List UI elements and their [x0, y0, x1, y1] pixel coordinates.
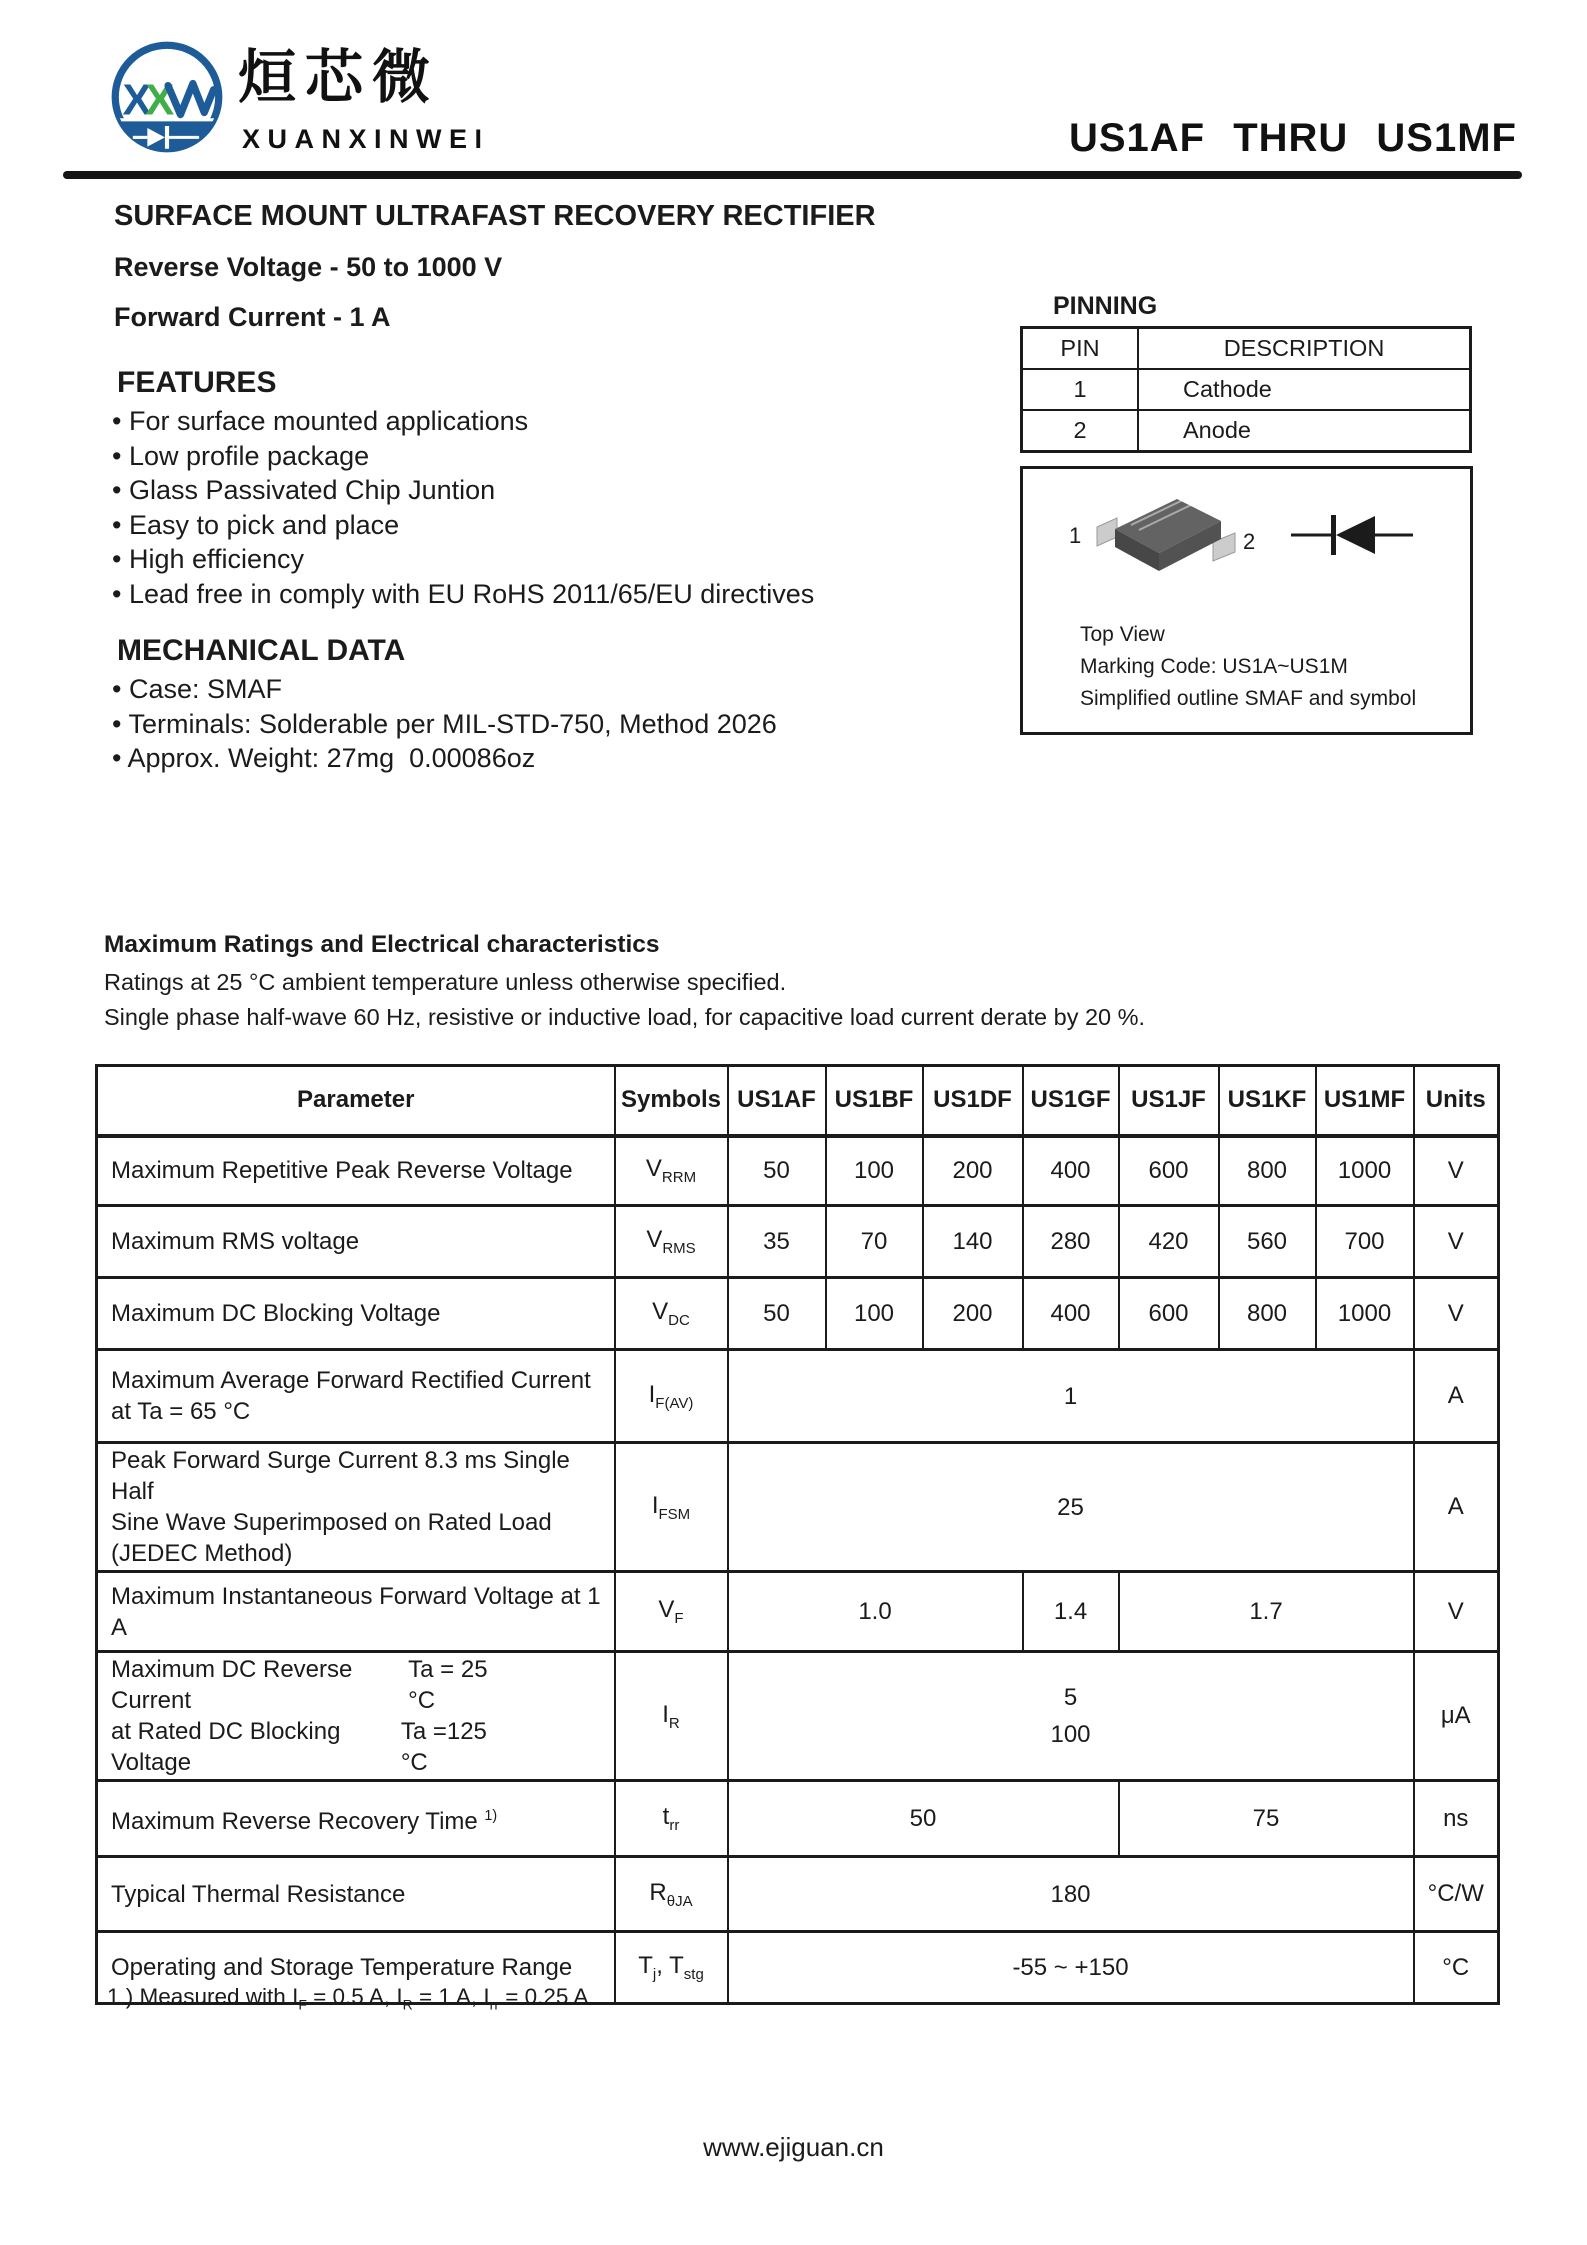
value-cell: 280 — [1023, 1206, 1119, 1278]
list-item: • For surface mounted applications — [112, 404, 814, 439]
value-cell: 70 — [826, 1206, 923, 1278]
ratings-column-header: US1DF — [923, 1066, 1023, 1136]
ratings-row — [97, 1136, 1499, 1206]
ratings-column-header: US1KF — [1219, 1066, 1316, 1136]
ratings-row — [97, 1350, 1499, 1443]
symbol-cell: $I_{F(AV)}$ — [615, 1350, 728, 1443]
value-cell: 1.4 — [1023, 1572, 1119, 1652]
unit-cell: A — [1414, 1350, 1499, 1443]
value-cell: 100 — [826, 1136, 923, 1206]
list-item: • Glass Passivated Chip Juntion — [112, 473, 814, 508]
mechanical-heading: MECHANICAL DATA — [117, 634, 406, 667]
pin-number-cell: 2 — [1022, 410, 1139, 452]
symbol-cell: $I_{FSM}$ — [615, 1443, 728, 1572]
value-cell: 75 — [1119, 1781, 1414, 1857]
unit-cell: °C — [1414, 1932, 1499, 2004]
list-item: • Easy to pick and place — [112, 508, 814, 543]
ratings-column-header: US1BF — [826, 1066, 923, 1136]
company-logo-icon — [108, 38, 226, 156]
page-title: US1AF THRU US1MF — [1068, 116, 1517, 160]
unit-cell: ns — [1414, 1781, 1499, 1857]
package-pin1-label: 1 — [1069, 523, 1082, 548]
ratings-column-header: Units — [1414, 1066, 1499, 1136]
value-cell: 700 — [1316, 1206, 1414, 1278]
symbol-cell: $t_{rr}$ — [615, 1781, 728, 1857]
list-item: Top View — [1080, 623, 1165, 646]
features-list — [112, 404, 814, 611]
ratings-body — [97, 1136, 1499, 2004]
value-cell: 600 — [1119, 1278, 1219, 1350]
parameter-cell: Maximum DC Blocking Voltage — [97, 1278, 615, 1350]
value-cell: 50 — [728, 1136, 826, 1206]
value-cell: 560 — [1219, 1206, 1316, 1278]
value-cell: 1 — [728, 1350, 1414, 1443]
unit-cell: V — [1414, 1572, 1499, 1652]
ratings-row — [97, 1206, 1499, 1278]
list-item: Marking Code: US1A~US1M — [1080, 655, 1348, 678]
parameter-cell: Typical Thermal Resistance — [97, 1857, 615, 1932]
unit-cell: V — [1414, 1206, 1499, 1278]
value-cell: 5 100 — [728, 1652, 1414, 1781]
mechanical-list — [112, 672, 777, 776]
company-name-chinese: 烜芯微 — [238, 45, 440, 110]
list-item: • Approx. Weight: 27mg 0.00086oz — [112, 741, 777, 776]
pin-number-cell: 1 — [1022, 369, 1139, 410]
ratings-column-header: US1MF — [1316, 1066, 1414, 1136]
list-item: • Case: SMAF — [112, 672, 777, 707]
svg-text:X: X — [145, 76, 175, 125]
value-cell: 200 — [923, 1136, 1023, 1206]
pinning-table — [1020, 326, 1472, 453]
ratings-note-1: Ratings at 25 °C ambient temperature unless otherwise specified. — [104, 969, 787, 995]
symbol-cell: $V_{RMS}$ — [615, 1206, 728, 1278]
package-pin2-label: 2 — [1243, 529, 1256, 554]
ratings-row — [97, 1443, 1499, 1572]
symbol-cell: $T_j$, $T_{stg}$ — [615, 1932, 728, 2004]
ratings-row — [97, 1572, 1499, 1652]
value-cell: 1000 — [1316, 1278, 1414, 1350]
list-item: • Terminals: Solderable per MIL-STD-750, Method 2026 — [112, 707, 777, 742]
value-cell: 200 — [923, 1278, 1023, 1350]
ratings-table — [95, 1064, 1500, 2005]
footer-url[interactable]: www.ejiguan.cn — [703, 2132, 884, 2162]
pin-description-cell: Cathode — [1138, 369, 1471, 410]
symbol-cell: $V_{DC}$ — [615, 1278, 728, 1350]
value-cell: 50 — [728, 1278, 826, 1350]
pin-description-cell: Anode — [1138, 410, 1471, 452]
value-cell: 800 — [1219, 1136, 1316, 1206]
ratings-row — [97, 1857, 1499, 1932]
ratings-row — [97, 1278, 1499, 1350]
ratings-column-header: US1GF — [1023, 1066, 1119, 1136]
symbol-cell: $R_{\theta JA}$ — [615, 1857, 728, 1932]
value-cell: 800 — [1219, 1278, 1316, 1350]
value-cell: 1000 — [1316, 1136, 1414, 1206]
value-cell: 100 — [826, 1278, 923, 1350]
symbol-cell: $V_{RRM}$ — [615, 1136, 728, 1206]
company-name-latin: XUANXINWEI — [242, 124, 490, 154]
unit-cell: °C/W — [1414, 1857, 1499, 1932]
ratings-row — [97, 1652, 1499, 1781]
header-divider — [63, 171, 1522, 179]
ratings-column-header: US1JF — [1119, 1066, 1219, 1136]
diode-symbol-icon — [1291, 513, 1413, 557]
parameter-cell: Maximum Reverse Recovery Time $^{1)}$ — [97, 1781, 615, 1857]
parameter-cell: Maximum Repetitive Peak Reverse Voltage — [97, 1136, 615, 1206]
value-cell: 1.7 — [1119, 1572, 1414, 1652]
footnote: 1 ) Measured with $I_F = 0.5$ A, $I_R = 1$ A, $I_{rr} = 0.25$ A — [107, 1984, 589, 2013]
ratings-column-header: US1AF — [728, 1066, 826, 1136]
symbol-cell: $I_R$ — [615, 1652, 728, 1781]
unit-cell: μA — [1414, 1652, 1499, 1781]
symbol-cell: $V_F$ — [615, 1572, 728, 1652]
value-cell: 420 — [1119, 1206, 1219, 1278]
ratings-note-2: Single phase half-wave 60 Hz, resistive or inductive load, for capacitive load current derate by 20 %. — [104, 1004, 1146, 1030]
pinning-row — [1022, 410, 1471, 452]
value-cell: 1.0 — [728, 1572, 1023, 1652]
parameter-cell: Maximum Average Forward Rectified Current at Ta = 65 °C — [97, 1350, 615, 1443]
parameter-cell: Operating and Storage Temperature Range — [97, 1932, 615, 2004]
pinning-body — [1022, 369, 1471, 452]
pinning-header-row — [1022, 328, 1471, 370]
ratings-column-header: Symbols — [615, 1066, 728, 1136]
package-captions — [1080, 619, 1416, 715]
value-cell: 600 — [1119, 1136, 1219, 1206]
value-cell: 180 — [728, 1857, 1414, 1932]
value-cell: 400 — [1023, 1278, 1119, 1350]
ratings-header-row — [97, 1066, 1499, 1136]
unit-cell: A — [1414, 1443, 1499, 1572]
value-cell: 35 — [728, 1206, 826, 1278]
parameter-cell: Maximum Instantaneous Forward Voltage at 1 A — [97, 1572, 615, 1652]
package-outline-box — [1020, 466, 1473, 735]
pinning-row — [1022, 369, 1471, 410]
ratings-heading: Maximum Ratings and Electrical characteristics — [104, 931, 660, 958]
unit-cell: V — [1414, 1278, 1499, 1350]
parameter-cell: Maximum DC Reverse Current Ta = 25 °C at Rated DC Blocking Voltage Ta =125 °C — [97, 1652, 615, 1781]
product-heading: SURFACE MOUNT ULTRAFAST RECOVERY RECTIFIER — [114, 200, 876, 232]
parameter-cell: Maximum RMS voltage — [97, 1206, 615, 1278]
pinning-col-description: DESCRIPTION — [1138, 328, 1471, 370]
features-heading: FEATURES — [117, 366, 277, 399]
value-cell: 25 — [728, 1443, 1414, 1572]
ratings-column-header: Parameter — [97, 1066, 615, 1136]
list-item: • High efficiency — [112, 542, 814, 577]
pinning-col-pin: PIN — [1022, 328, 1139, 370]
list-item: • Low profile package — [112, 439, 814, 474]
parameter-cell: Peak Forward Surge Current 8.3 ms Single Half Sine Wave Superimposed on Rated Load (JEDEC Method) — [97, 1443, 615, 1572]
svg-text:X: X — [122, 76, 152, 125]
value-cell: 400 — [1023, 1136, 1119, 1206]
value-cell: 50 — [728, 1781, 1119, 1857]
ratings-row — [97, 1781, 1499, 1857]
pinning-heading: PINNING — [1053, 292, 1158, 320]
smaf-package-icon — [1087, 485, 1247, 595]
value-cell: 140 — [923, 1206, 1023, 1278]
forward-current-line: Forward Current - 1 A — [114, 302, 391, 332]
list-item: Simplified outline SMAF and symbol — [1080, 687, 1417, 710]
reverse-voltage-line: Reverse Voltage - 50 to 1000 V — [114, 252, 503, 282]
value-cell: -55 ~ +150 — [728, 1932, 1414, 2004]
unit-cell: V — [1414, 1136, 1499, 1206]
list-item: • Lead free in comply with EU RoHS 2011/65/EU directives — [112, 577, 814, 612]
